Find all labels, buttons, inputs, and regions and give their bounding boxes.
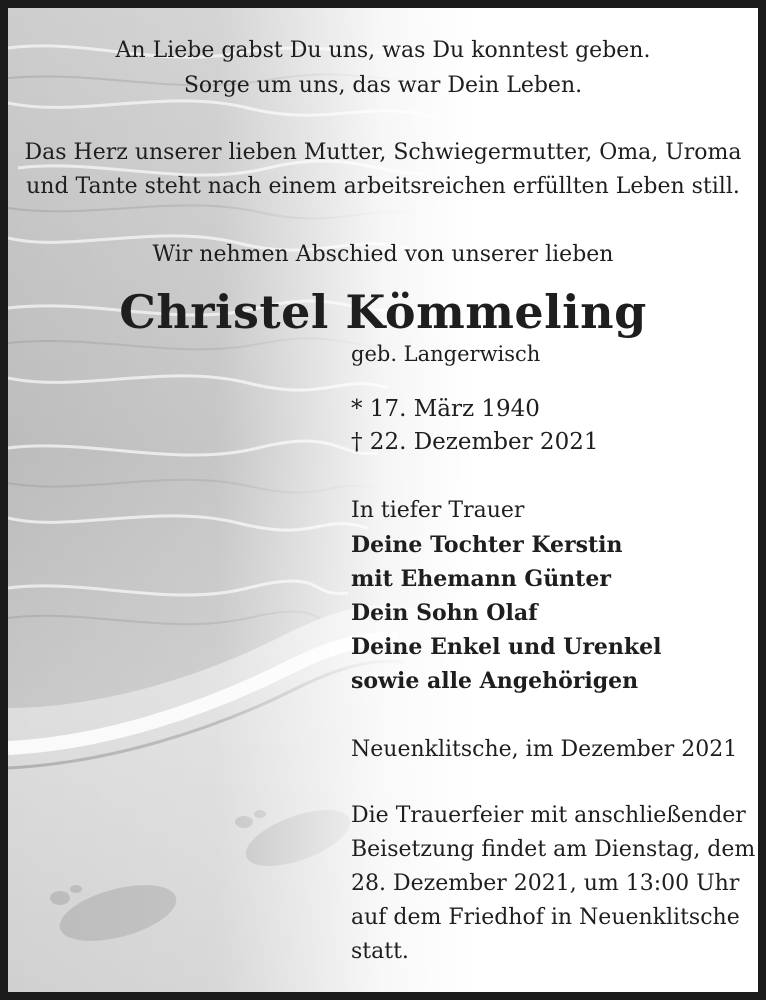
verse-line-1: An Liebe gabst Du uns, was Du konntest geben. <box>115 38 651 63</box>
intro-line-2: und Tante steht nach einem arbeitsreichen erfüllten Leben still. <box>26 174 740 199</box>
maiden-name: geb. Langerwisch <box>351 342 541 366</box>
farewell-line: Wir nehmen Abschied von unserer lieben <box>152 242 614 267</box>
mourner-line: sowie alle Angehörigen <box>351 668 639 694</box>
deceased-name: Christel Kömmeling <box>119 285 647 339</box>
funeral-line: 28. Dezember 2021, um 13:00 Uhr <box>351 871 740 896</box>
mourners-intro: In tiefer Trauer <box>351 498 525 523</box>
funeral-line: statt. <box>351 939 409 964</box>
mourner-line: Deine Tochter Kerstin <box>351 532 623 558</box>
funeral-line: auf dem Friedhof in Neuenklitsche <box>351 905 740 930</box>
mourner-line: mit Ehemann Günter <box>351 566 611 592</box>
mourner-line: Deine Enkel und Urenkel <box>351 634 662 660</box>
death-date: † 22. Dezember 2021 <box>351 429 599 455</box>
verse-line-2: Sorge um uns, das war Dein Leben. <box>183 73 583 98</box>
funeral-line: Beisetzung findet am Dienstag, dem <box>351 837 756 862</box>
place-date: Neuenklitsche, im Dezember 2021 <box>351 737 738 762</box>
mourner-line: Dein Sohn Olaf <box>351 600 538 626</box>
funeral-line: Die Trauerfeier mit anschließender <box>351 803 746 828</box>
intro-line-1: Das Herz unserer lieben Mutter, Schwiegermutter, Oma, Uroma <box>24 140 742 165</box>
birth-date: * 17. März 1940 <box>351 396 540 422</box>
